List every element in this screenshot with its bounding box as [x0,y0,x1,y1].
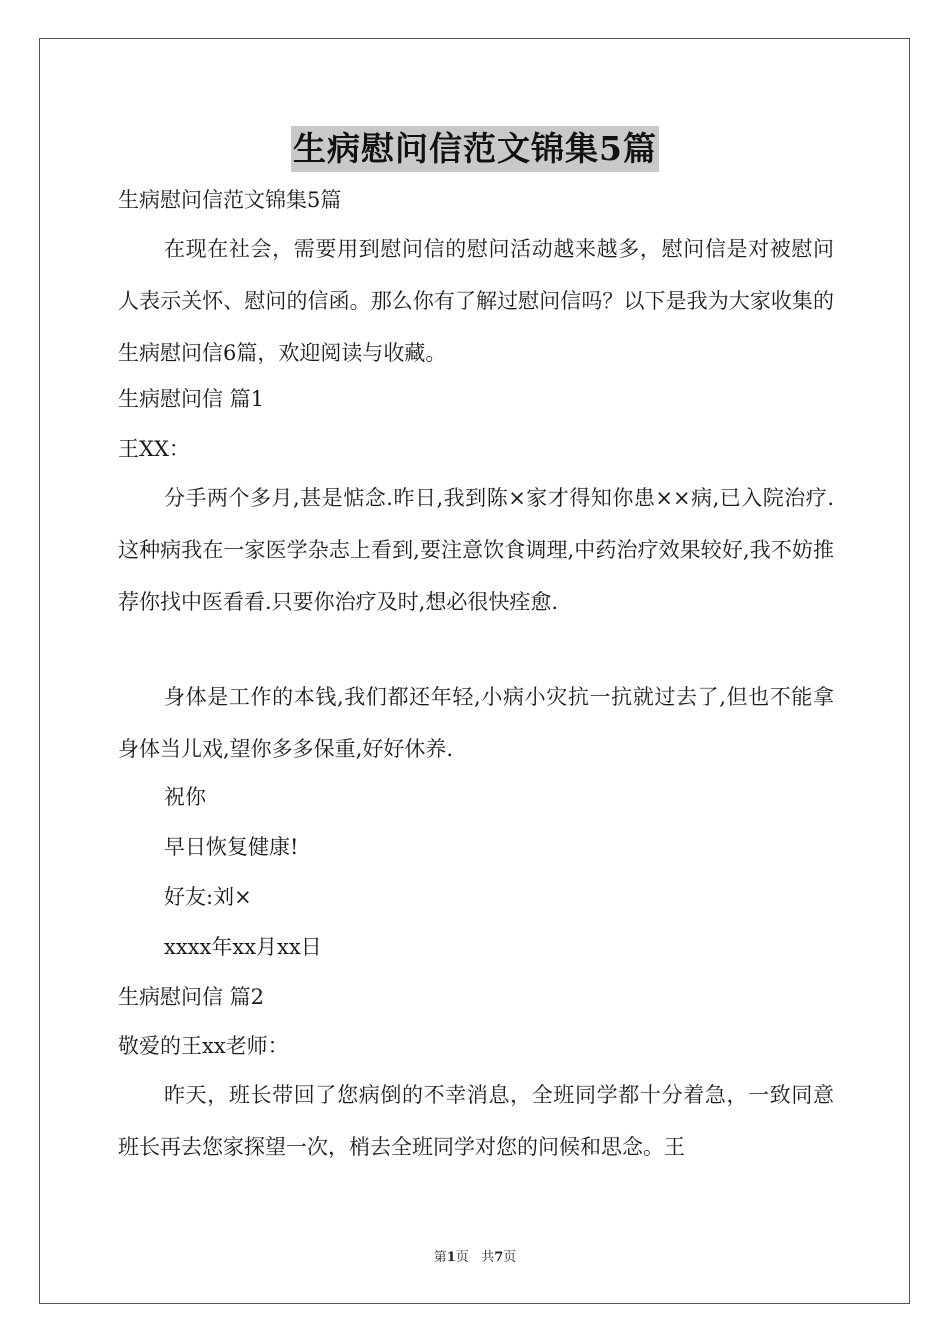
letter2-heading: 生病慰问信 篇2 [118,985,265,1009]
document-title: 生病慰问信范文锦集5篇 [291,126,659,172]
footer-mid: 页 共 [455,1250,495,1265]
letter2-salutation: 敬爱的王xx老师： [118,1034,289,1058]
intro-paragraph: 在现在社会，需要用到慰问信的慰问活动越来越多，慰问信是对被慰问人表示关怀、慰问的信函。那么你有了解过慰问信吗？以下是我为大家收集的生病慰问信6篇，欢迎阅读与收藏。 [118,237,834,365]
subtitle-line: 生病慰问信范文锦集5篇 [118,188,342,212]
letter1-signature: 好友:刘× [164,885,252,909]
footer-page-number: 1 [446,1250,456,1265]
footer-suffix: 页 [503,1250,517,1265]
title-container [0,126,950,172]
footer-page-total: 7 [494,1250,504,1265]
letter1-paragraph2: 身体是工作的本钱,我们都还年轻,小病小灾抗一抗就过去了,但也不能拿身体当儿戏,望你多多保重,好好休养. [118,685,834,761]
letter1-closing-health: 早日恢复健康! [164,835,299,859]
page-footer [0,1246,950,1265]
letter1-closing-wish: 祝你 [164,785,206,809]
letter1-date: xxxx年xx月xx日 [164,935,322,959]
letter2-paragraph1: 昨天，班长带回了您病倒的不幸消息，全班同学都十分着急，一致同意班长再去您家探望一次，梢去全班同学对您的问候和思念。王 [118,1083,834,1159]
footer-prefix: 第 [433,1250,447,1265]
letter1-heading: 生病慰问信 篇1 [118,387,265,411]
letter1-salutation: 王XX： [118,437,190,461]
letter1-paragraph1: 分手两个多月,甚是惦念.昨日,我到陈×家才得知你患××病,已入院治疗.这种病我在一家医学杂志上看到,要注意饮食调理,中药治疗效果较好,我不妨推荐你找中医看看.只要你治疗及时,想必很快痊愈. [118,486,834,614]
